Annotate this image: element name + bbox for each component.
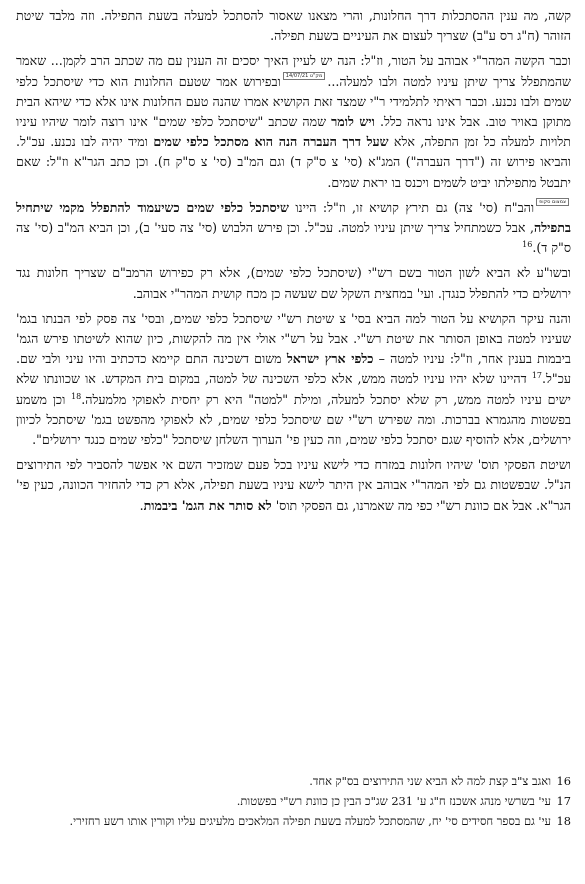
paragraph-text: והב"ח (סי' צה) גם תירץ קושיא זו, וז"ל: היינו <box>295 199 535 215</box>
paragraph-5 <box>16 309 571 450</box>
paragraph-text: שמה שכתב "שיסתכל כלפי שמים" אינו רוצה לומר שיהיו עיניו תלויות למעלה כל זמן התפלה, אלא <box>16 114 571 150</box>
paragraph-text: וכבר הקשה המהר"י אבוהב על הטור, וז"ל: הנה יש לעיין האיך יסכים זה הענין עם מה שכתב הרב לקמן... שאמר שהמתפלל צריך שיתן עיניו למטה ולבו למעלה... <box>16 53 571 89</box>
footnote-number: 17 <box>556 794 571 808</box>
footnote <box>16 793 571 810</box>
bold-phrase: כלפי ארץ ישראל <box>286 351 374 367</box>
document-stamp: צמצום סקופ <box>536 198 569 206</box>
paragraph-text: והנה עיקר הקושיא על הטור למה הביא בסי' צ שיטת רש"י שיסתכל כלפי שמים, ובסי' צה פסק לפי הבנתו בגמ' שעיניו למטה באופן הסותר את שיטת רש"י. אבל על רש"י אולי אין מה להקשות, כיון שהוא לשיטתו פירש הגמ' ביבמות בענין אחר, וז"ל: עיניו למטה – <box>16 310 571 367</box>
footnote-ref-18[interactable]: 18 <box>71 391 82 401</box>
footnote <box>16 773 571 790</box>
footnote <box>16 813 571 830</box>
bold-phrase: שיסתכל כלפי שמים כשיעמוד להתפלל מקמי שיתחיל בתפילה <box>16 199 571 236</box>
bold-phrase: לא סותר את הגמ' ביבמות <box>143 497 272 513</box>
paragraph-text: . <box>139 497 144 513</box>
paragraph-3 <box>16 198 571 259</box>
footnote-number: 16 <box>556 774 571 788</box>
paragraph-text: וכן משמע בפשטות מהגמרא בברכות. ומה שפירש רש"י שם שיסתכל כלפי שמים, לא לאפוקי מהפשט בגמ' שיסתכל לכיוון ירושלים, אלא להוסיף שגם יסתכל כלפי שמים, וזה כעין פי' הערוך השלחן שיסתכל "כלפי שמים כנגד ירושלים". <box>16 391 571 448</box>
paragraph-text: דהיינו שלא יהיו עיניו למטה ממש, אלא כלפי השכינה של למטה, במקום בית המקדש. או שכוונתו שלא ישים עיניו למטה ממש, רק שלא יסתכל למעלה, ומילת "למטה" היא רק יחסית לאפוקי מלמעלה. <box>16 371 571 407</box>
footnote-text: עי' גם בספר חסידים סי' יח, שהמסתכל למעלה בשעת תפילה המלאכים מלעיגים עליו וקורין אותו רשע רחזירי. <box>69 814 551 828</box>
footnote-ref-16[interactable]: 16 <box>522 240 533 250</box>
paragraph-4 <box>16 263 571 303</box>
document-stamp: מק"ט 14/07/21 <box>283 72 326 80</box>
paragraph-text: קשה, מה ענין ההסתכלות דרך החלונות, והרי מצאנו שאסור להסתכל למעלה בשעת התפילה. וזה מלבד שיטת הזוהר (ח"ג רס ע"ב) שצריך לעצום את העיניים בשעת תפילה. <box>16 8 571 44</box>
paragraph-2 <box>16 51 571 192</box>
paragraph-text: ושיטת הפסקי תוס' שיהיו חלונות במזרח כדי לישא עיניו בכל פעם שמזכיר השם אי אפשר להסביר לפי התירוצים הנ"ל. שבפשטות גם לפי המהר"י אבוהב אין היתר לישא עיניו בשעת תפילה, אלא רק כדי להחזיר הכוונה, כעין פי' הגר"א. אבל אם כוונת רש"י כפי מה שאמרנו, גם הפסקי תוס' <box>16 457 571 513</box>
footnote-ref-17[interactable]: 17 <box>531 371 543 381</box>
footnote-number: 18 <box>556 814 571 828</box>
paragraph-text: , אבל כשמתחיל צריך שיתן עיניו למטה. עכ"ל. וכן פירש הלבוש (סי' צה סעי' ב), וכן הביא המ"ב (סי' צה ס"ק ד). <box>16 220 571 256</box>
paragraph-text: ובפירוש אמר שטעם החלונות הוא כדי שיסתכל כלפי שמים ולבו נכנע. וכבר ראיתי לתלמידי ר"י שמצד זאת הקושיא אמרו שהנה טעם החלונות אינו אלא כדי שיהא הבית מתוקן באויר טוב. אבל אינו נראה כלל. <box>16 73 571 130</box>
paragraph-text: ומיד יהיה לבו נכנע. עכ"ל. והביאו פירוש זה ("דרך העברה") המג"א (סי' צ ס"ק ד) וגם המ"ב (סי' צ ס"ק ח). וכן כתב הגר"א וז"ל: שאם יתבטל מתפילתו יביט לשמים ויכנס בו יראת שמים. <box>16 134 571 190</box>
paragraph-text: ובשו"ע לא הביא לשון הטור בשם רש"י (שיסתכל כלפי שמים), אלא רק כפירוש הרמב"ם שצריך חלונות נגד ירושלים כדי להתפלל כנגדן. ועי' במחצית השקל שם שעשה כן מכח קושית המהר"י אבוהב. <box>16 265 571 301</box>
bold-phrase: שעל דרך העברה הנה הוא מסתכל כלפי שמים <box>153 134 389 150</box>
footnote-text: ואגב צ"ב קצת למה לא הביא שני התירוצים בס"ק אחד. <box>309 774 551 788</box>
bold-phrase: ויש לומר <box>331 114 375 130</box>
paragraph-6 <box>16 455 571 516</box>
footnote-text: עי' בשרשי מנהג אשכנז ח"ג ע' 231 שג"כ הבין כן כוונת רש"י בפשטות. <box>236 794 551 808</box>
paragraph-text: משום דשכינה התם קיימא כדכתיב והיו עיני ולבי שם. עכ"ל. <box>16 351 571 387</box>
footnotes-section <box>16 773 571 833</box>
paragraph-1 <box>16 6 571 46</box>
